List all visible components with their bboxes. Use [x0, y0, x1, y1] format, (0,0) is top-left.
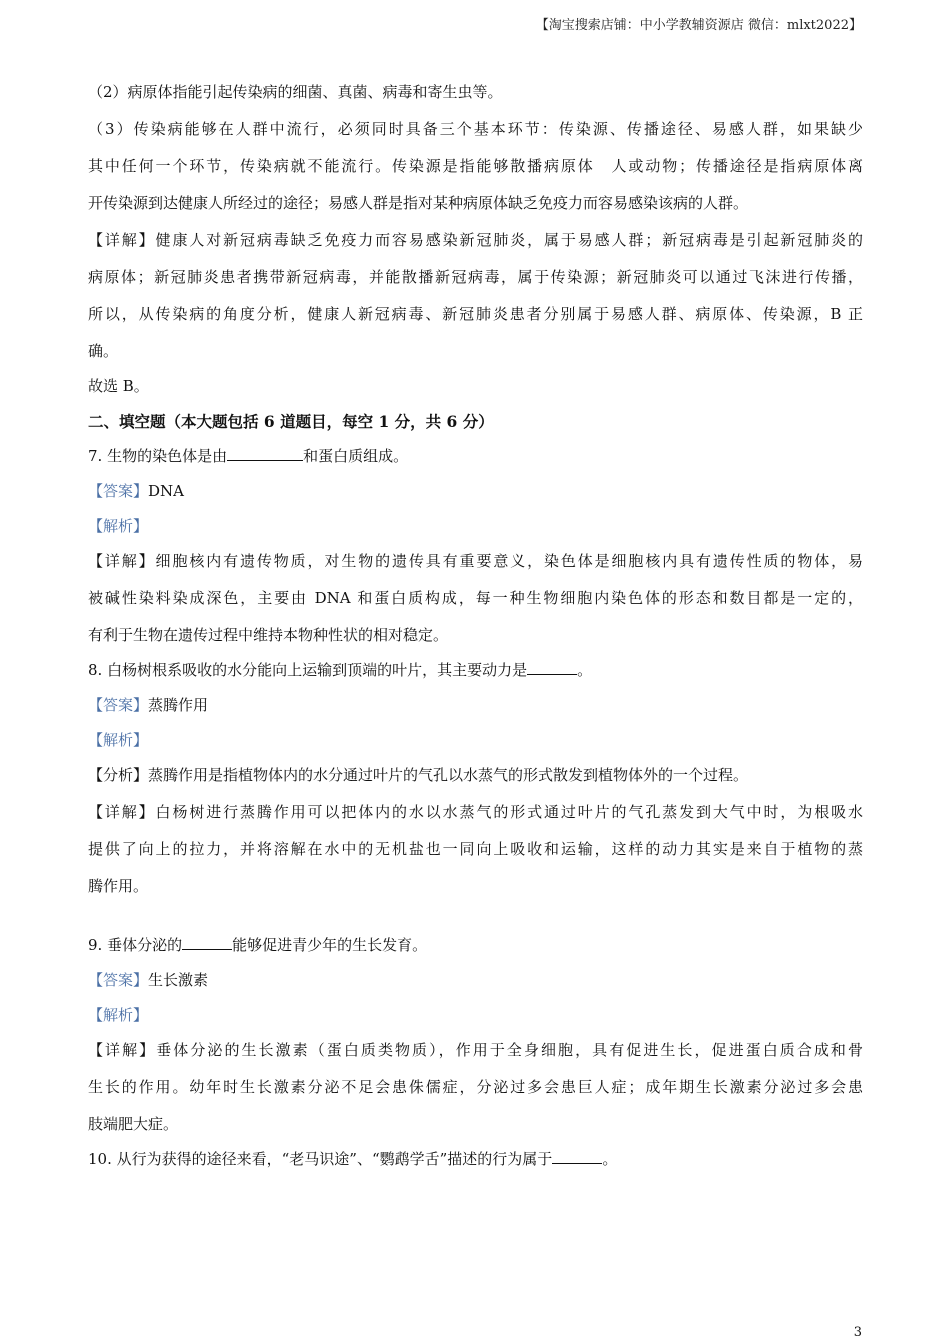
answer-tag: 【答案】	[88, 696, 149, 714]
question-text: 能够促进青少年的生长发育。	[232, 936, 428, 954]
document-body	[88, 80, 863, 1182]
analysis-tag: 【解析】	[88, 731, 149, 749]
text-line: 【详解】细胞核内有遗传物质，对生物的遗传具有重要意义，染色体是细胞核内具有遗传性质的物体，易	[88, 552, 863, 570]
answer-blank	[527, 660, 577, 675]
text-line: 腾作用。	[88, 877, 149, 895]
answer-blank	[552, 1149, 602, 1164]
text-line: 被碱性染料染成深色，主要由 DNA 和蛋白质构成，每一种生物细胞内染色体的形态和数目都是一定的，	[88, 589, 863, 607]
question-10	[88, 1147, 863, 1182]
text-line: 其中任何一个环节，传染病就不能流行。传染源是指能够散播病原体 人或动物；传播途径是指病原体离	[88, 157, 863, 175]
answer-blank	[227, 446, 303, 461]
page-number: 3	[853, 1325, 862, 1340]
answer-blank	[182, 935, 232, 950]
text-line: 病原体；新冠肺炎患者携带新冠病毒，并能散播新冠病毒，属于传染源；新冠肺炎可以通过飞沫进行传播，	[88, 268, 863, 286]
text-line: 【详解】健康人对新冠病毒缺乏免疫力而容易感染新冠肺炎，属于易感人群；新冠病毒是引起新冠肺炎的	[88, 231, 863, 249]
answer-tag: 【答案】	[88, 482, 149, 500]
text-line: 【详解】垂体分泌的生长激素（蛋白质类物质），作用于全身细胞，具有促进生长，促进蛋白质合成和骨	[88, 1041, 863, 1059]
analysis-tag: 【解析】	[88, 1006, 149, 1024]
text-line: 所以，从传染病的角度分析，健康人新冠病毒、新冠肺炎患者分别属于易感人群、病原体、传染源，B 正	[88, 305, 863, 323]
answer-value: 生长激素	[148, 971, 209, 989]
question-text: 7. 生物的染色体是由	[88, 447, 228, 465]
text-line: （3）传染病能够在人群中流行，必须同时具备三个基本环节：传染源、传播途径、易感人群，如果缺少	[88, 120, 863, 138]
question-9	[88, 933, 863, 968]
question-text: 。	[577, 661, 593, 679]
text-line: 提供了向上的拉力，并将溶解在水中的无机盐也一同向上吸收和运输，这样的动力其实是来自于植物的蒸	[88, 840, 863, 858]
question-text: 8. 白杨树根系吸收的水分能向上运输到顶端的叶片，其主要动力是	[88, 661, 528, 679]
question-text: 10. 从行为获得的途径来看，“老马识途”、“鹦鹉学舌”描述的行为属于	[88, 1150, 553, 1168]
text-line: （2）病原体指能引起传染病的细菌、真菌、病毒和寄生虫等。	[88, 83, 503, 101]
answer-value: DNA	[148, 482, 184, 500]
text-line: 生长的作用。幼年时生长激素分泌不足会患侏儒症，分泌过多会患巨人症；成年期生长激素分泌过多会患	[88, 1078, 863, 1096]
question-text: 9. 垂体分泌的	[88, 936, 183, 954]
question-7	[88, 444, 863, 479]
answer-9	[88, 968, 863, 1003]
answer-7	[88, 479, 863, 514]
section-heading: 二、填空题（本大题包括 6 道题目，每空 1 分，共 6 分）	[88, 412, 494, 431]
answer-value: 蒸腾作用	[148, 696, 209, 714]
text-line: 【详解】白杨树进行蒸腾作用可以把体内的水以水蒸气的形式通过叶片的气孔蒸发到大气中时，为根吸水	[88, 803, 863, 821]
page-header: 【淘宝搜索店铺：中小学教辅资源店 微信：mlxt2022】	[535, 18, 862, 33]
question-8	[88, 658, 863, 693]
text-line: 有利于生物在遗传过程中维持本物种性状的相对稳定。	[88, 626, 449, 644]
text-line: 肢端肥大症。	[88, 1115, 179, 1133]
analysis-tag: 【解析】	[88, 517, 149, 535]
text-line: 故选 B。	[88, 377, 149, 395]
spacer	[88, 911, 863, 933]
answer-tag: 【答案】	[88, 971, 149, 989]
text-line: 开传染源到达健康人所经过的途径；易感人群是指对某种病原体缺乏免疫力而容易感染该病的人群。	[88, 194, 749, 212]
text-line: 【分析】蒸腾作用是指植物体内的水分通过叶片的气孔以水蒸气的形式散发到植物体外的一个过程。	[88, 766, 749, 784]
question-text: 。	[602, 1150, 618, 1168]
answer-8	[88, 693, 863, 728]
question-text: 和蛋白质组成。	[303, 447, 409, 465]
text-line: 确。	[88, 342, 119, 360]
